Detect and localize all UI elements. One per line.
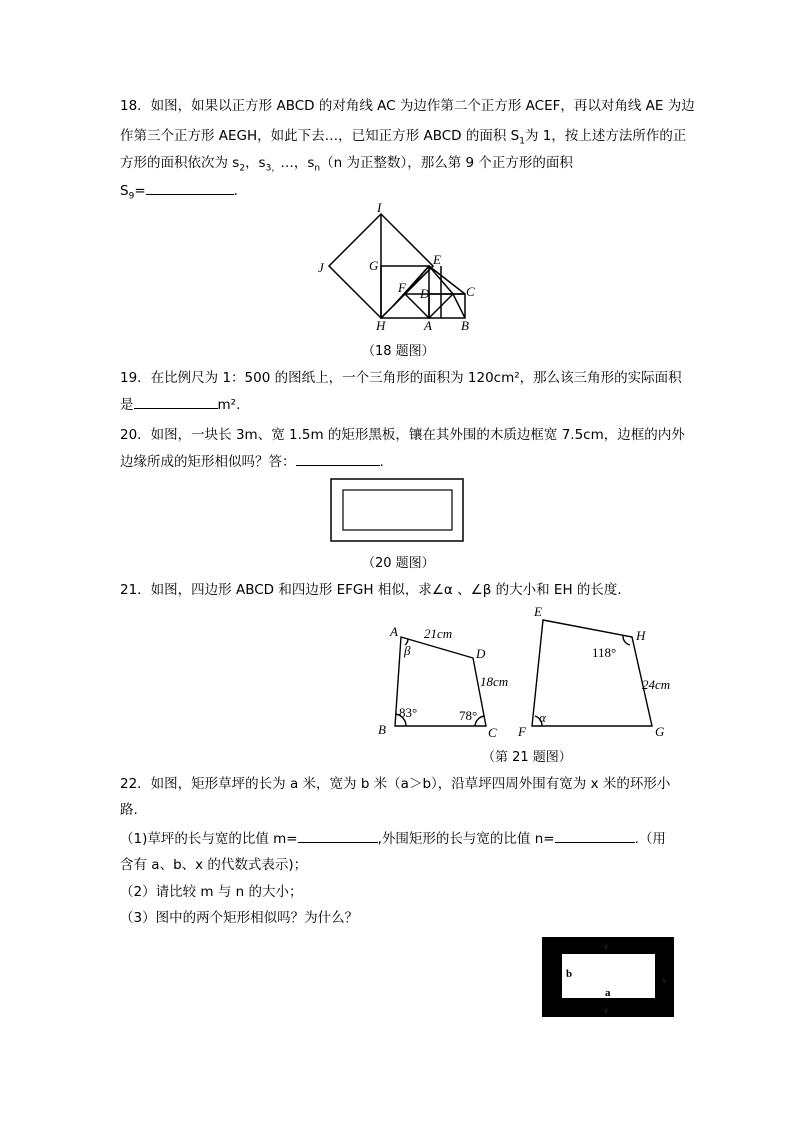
- q21-label-F: F: [518, 724, 526, 739]
- q18-label-J: J: [318, 260, 324, 275]
- q20-line-2: 边缘所成的矩形相似吗？答： .: [120, 451, 384, 472]
- q18-label-H: H: [376, 318, 386, 333]
- q18-label-B: B: [461, 318, 469, 333]
- q18-label-A: A: [424, 318, 432, 333]
- q21-caption: （第 21 题图）: [482, 750, 572, 765]
- q22-line-1: 22．如图，矩形草坪的长为 a 米，宽为 b 米（a＞b），沿草坪四周外围有宽为 x 米的环形小: [120, 776, 671, 792]
- q18-answer-blank[interactable]: [146, 180, 234, 195]
- q21-label-G: G: [655, 724, 665, 739]
- q22-figure: [542, 937, 674, 1017]
- q20-line-1: 20．如图，一块长 3m、宽 1.5m 的矩形黑板，镶在其外围的木质边框宽 7.5cm，边框的内外: [120, 427, 685, 443]
- q18-line-2: 作第三个正方形 AEGH，如此下去…，已知正方形 ABCD 的面积 $S_1$为 1，按上述方法所作的正: [120, 128, 687, 147]
- q19-answer-blank[interactable]: [134, 394, 218, 409]
- q22-label-a: a: [605, 987, 611, 999]
- q21-side-ad: 21cm: [424, 626, 453, 641]
- q21-label-D: D: [476, 646, 486, 661]
- q22-line-6: （3）图中的两个矩形相似吗？为什么？: [120, 910, 359, 926]
- q22-label-x-top: x: [604, 942, 608, 951]
- q20-caption: （20 题图）: [362, 556, 435, 571]
- q18-label-C: C: [466, 284, 475, 299]
- q21-alpha: α: [539, 710, 546, 725]
- q21-angle-B: 83°: [399, 705, 418, 720]
- q22-line-5: （2）请比较 m 与 n 的大小；: [120, 884, 303, 900]
- q22-label-b: b: [566, 968, 573, 980]
- q21-side-hg: 24cm: [642, 677, 671, 692]
- q22-line-2: 路.: [120, 802, 138, 818]
- q21-label-A: A: [390, 624, 398, 639]
- q18-label-I: I: [377, 200, 382, 215]
- q20-answer-blank[interactable]: [296, 451, 380, 466]
- q21-label-C: C: [488, 725, 497, 740]
- q22-label-x-bottom: x: [604, 1006, 608, 1015]
- q21-figure: [376, 600, 686, 742]
- q18-label-D: D: [420, 286, 430, 301]
- q21-angle-H: 118°: [592, 645, 617, 660]
- q22-line-4: 含有 a、b、x 的代数式表示)；: [120, 857, 308, 873]
- q21-line-1: 21．如图，四边形 ABCD 和四边形 EFGH 相似，求∠α 、∠β 的大小和 EH 的长度.: [120, 582, 622, 598]
- q22-m-blank[interactable]: [298, 828, 378, 843]
- q18-line-1: 18．如图，如果以正方形 ABCD 的对角线 AC 为边作第二个正方形 ACEF，再以对角线 AE 为边: [120, 98, 695, 114]
- q18-answer-line: $S_9=$ .: [120, 180, 238, 207]
- q20-figure: [330, 478, 464, 542]
- q22-n-blank[interactable]: [555, 828, 635, 843]
- q19-line-1: 19．在比例尺为 1：500 的图纸上，一个三角形的面积为 120cm²，那么该三角形的实际面积: [120, 370, 682, 386]
- q21-angle-C: 78°: [459, 708, 478, 723]
- q22-label-x-right: x: [662, 976, 666, 985]
- q18-label-E: E: [433, 252, 441, 267]
- q22-line-3: （1)草坪的长与宽的比值 m= ,外围矩形的长与宽的比值 n= .（用: [120, 828, 666, 849]
- q18-line-3: 方形的面积依次为 $s_2$，$s_{3,}\dots$，$s_n(n$ 为正整数），那么第 9 个正方形的面积: [120, 155, 573, 174]
- q21-label-B: B: [378, 722, 386, 737]
- q18-figure: [310, 200, 490, 340]
- q21-label-E: E: [534, 604, 542, 619]
- q18-label-F: F: [398, 280, 406, 295]
- q21-side-dc: 18cm: [480, 674, 509, 689]
- q18-label-G: G: [369, 258, 379, 273]
- q21-label-H: H: [636, 628, 646, 643]
- q18-caption: （18 题图）: [362, 344, 435, 359]
- q21-beta: β: [404, 643, 411, 658]
- q19-line-2: 是 m².: [120, 394, 240, 415]
